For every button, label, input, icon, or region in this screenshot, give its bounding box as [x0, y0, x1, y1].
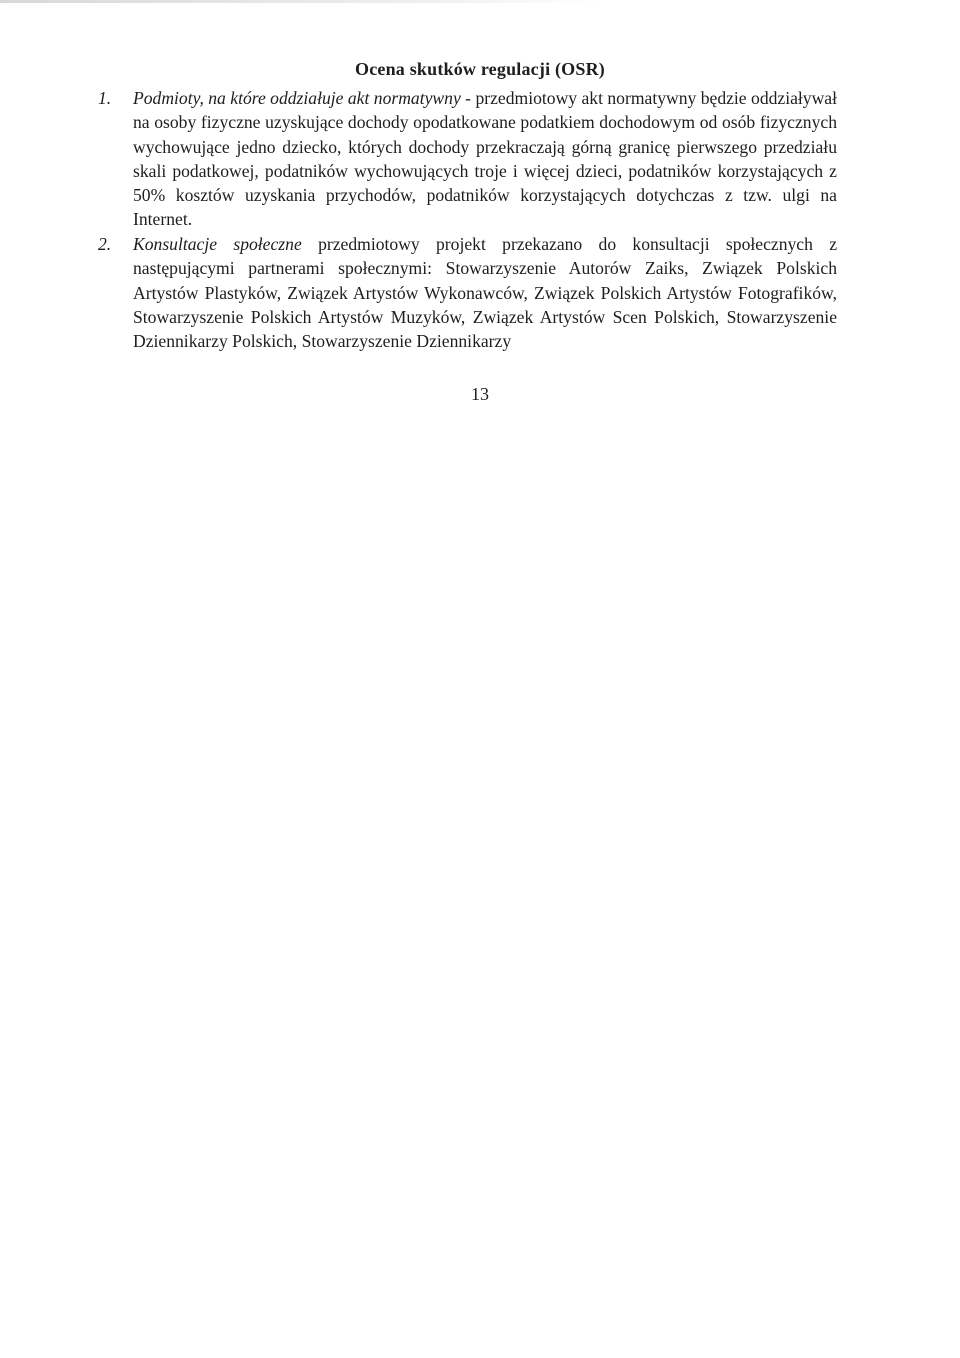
item-number: 2. — [98, 234, 112, 254]
list-item-podmioty — [98, 86, 838, 232]
page-title: Ocena skutków regulacji (OSR) — [355, 59, 605, 79]
item-text: przedmiotowy akt normatywny będzie oddziaływał na osoby fizyczne uzyskujące dochody opodatkowane podatkiem dochodowym od osób fizycznych wychowujące jedno dziecko, których dochody przekraczają górną granicę pierwszego przedziału skali podatkowej, podatników wychowujących troje i więcej dzieci, podatników korzystających z 50% kosztów uzyskania przychodów, podatników korzystających dotychczas z tzw. ulgi na Internet. — [133, 88, 838, 230]
item-heading: Podmioty, na które oddziałuje akt normatywny — [133, 88, 461, 108]
page-number: 13 — [471, 384, 489, 404]
item-number: 1. — [98, 88, 112, 108]
item-heading: Konsultacje społeczne — [133, 234, 302, 254]
item-separator — [302, 234, 318, 254]
scan-edge-shadow — [0, 0, 600, 3]
item-separator: - — [460, 88, 476, 108]
list-item-konsultacje — [98, 232, 837, 353]
item-text: przedmiotowy projekt przekazano do konsultacji społecznych z następującymi partnerami społecznymi: Stowarzyszenie Autorów Zaiks, Związek Polskich Artystów Plastyków, Związek Artystów Wykonawców, Związek Polskich Artystów Fotografików, Stowarzyszenie Polskich Artystów Muzyków, Związek Artystów Scen Polskich, Stowarzyszenie Dziennikarzy Polskich, Stowarzyszenie Dziennikarzy — [133, 234, 837, 352]
